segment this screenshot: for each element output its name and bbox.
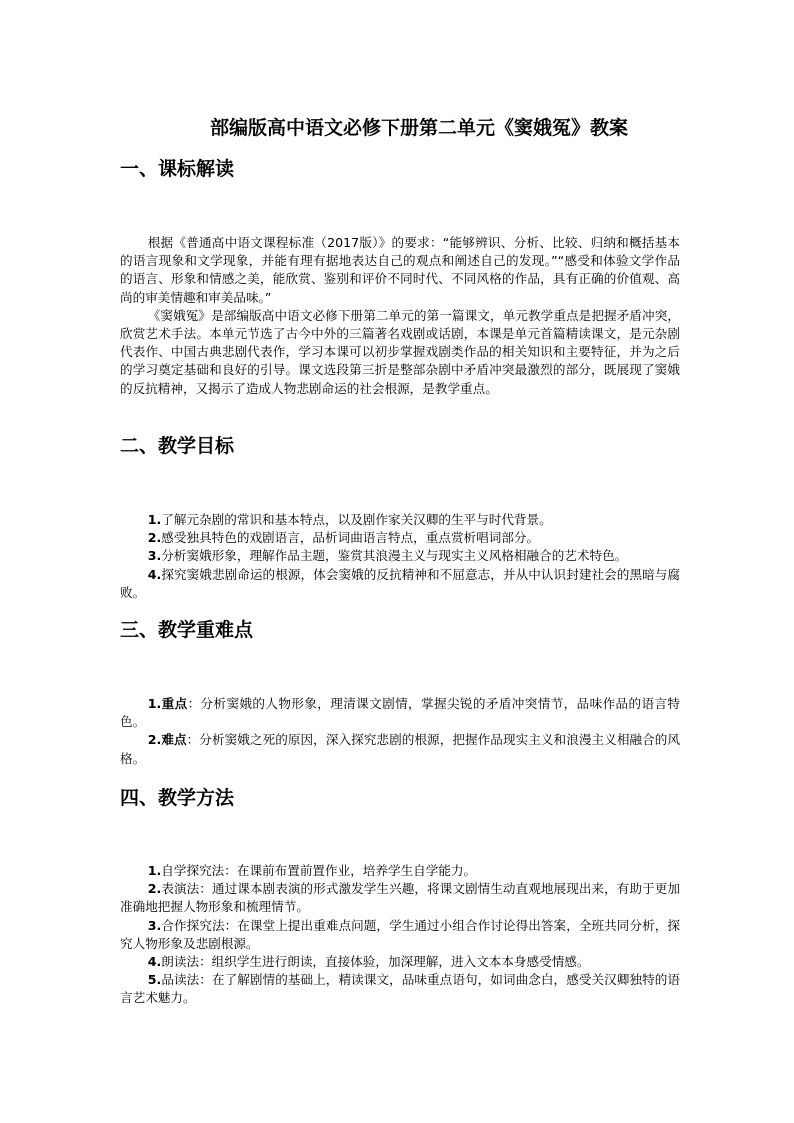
- item-number: 1.: [147, 696, 162, 711]
- section-body-methods: [120, 862, 680, 1008]
- item-text: ：分析窦娥之死的原因，深入探究悲剧的根源，把握作品现实主义和浪漫主义相融合的风格。: [120, 732, 681, 766]
- item-text: 分析窦娥形象，理解作品主题，鉴赏其浪漫主义与现实主义风格相融合的艺术特色。: [161, 548, 628, 564]
- section-body-curriculum: [120, 234, 680, 398]
- list-item: [120, 731, 680, 767]
- item-text: 合作探究法：在课堂上提出重难点问题，学生通过小组合作讨论得出答案，全班共同分析，探究人物形象及悲剧根源。: [120, 917, 680, 951]
- document-title: 部编版高中语文必修下册第二单元《窦娥冤》教案: [209, 117, 628, 139]
- section-body-objectives: [120, 511, 680, 602]
- list-item: [120, 917, 680, 953]
- item-number: 5.: [147, 972, 162, 988]
- item-text: ：分析窦娥的人物形象，理清课文剧情，掌握尖锐的矛盾冲突情节，品味作品的语言特色。: [120, 696, 681, 730]
- item-text: 探究窦娥悲剧命运的根源，体会窦娥的反抗精神和不屈意志，并从中认识封建社会的黑暗与腐败。: [120, 566, 680, 600]
- list-item: [120, 953, 680, 971]
- section-heading-objectives: 二、教学目标: [120, 435, 235, 457]
- list-item: [120, 547, 680, 565]
- item-number: 1.: [147, 863, 162, 878]
- section-body-key-points: [120, 695, 680, 768]
- paragraph: 《窦娥冤》是部编版高中语文必修下册第二单元的第一篇课文，单元教学重点是把握矛盾冲突，欣赏艺术手法。本单元节选了古今中外的三篇著名戏剧或话剧，本课是单元首篇精读课文，是元杂剧代表作、中国古典悲剧代表作，学习本课可以初步掌握戏剧类作品的相关知识和主要特征，并为之后的学习奠定基础和良好的引导。课文选段第三折是整部杂剧中矛盾冲突最激烈的部分，既展现了窦娥的反抗精神，又揭示了造成人物悲剧命运的社会根源，是教学重点。: [120, 307, 680, 396]
- item-number: 3.: [147, 917, 162, 933]
- item-text: 感受独具特色的戏剧语言，品析词曲语言特点，重点赏析唱词部分。: [161, 530, 540, 546]
- item-keyword: 难点: [161, 732, 187, 748]
- item-text: 朗读法：组织学生进行朗读，直接体验，加深理解，进入文本本身感受情感。: [161, 954, 590, 970]
- item-keyword: 重点: [161, 696, 188, 711]
- list-item: [120, 511, 680, 529]
- list-item: [120, 695, 680, 731]
- paragraph: 根据《普通高中语文课程标准（2017版）》的要求：“能够辨识、分析、比较、归纳和概括基本的语言现象和文学现象，并能有理有据地表达自己的观点和阐述自己的发现。”“感受和体验文学作品的语言、形象和情感之美，能欣赏、鉴别和评价不同时代、不同风格的作品，具有正确的价值观、高尚的审美情趣和审美品味。”: [120, 235, 680, 305]
- section-heading-curriculum: 一、课标解读: [120, 158, 235, 180]
- item-text: 自学探究法：在课前布置前置作业，培养学生自学能力。: [161, 863, 477, 878]
- list-item: [120, 566, 680, 602]
- item-number: 3.: [147, 548, 162, 564]
- item-number: 2.: [147, 881, 162, 897]
- list-item: [120, 862, 680, 880]
- list-item: [120, 529, 680, 547]
- item-number: 1.: [147, 512, 162, 527]
- list-item: [120, 880, 680, 916]
- item-text: 表演法：通过课本剧表演的形式激发学生兴趣，将课文剧情生动直观地展现出来，有助于更加准确地把握人物形象和梳理情节。: [120, 881, 680, 915]
- section-heading-key-points: 三、教学重难点: [120, 619, 254, 641]
- item-text: 品读法：在了解剧情的基础上，精读课文，品味重点语句，如词曲念白，感受关汉卿独特的语言艺术魅力。: [120, 972, 680, 1006]
- item-text: 了解元杂剧的常识和基本特点，以及剧作家关汉卿的生平与时代背景。: [161, 512, 552, 527]
- item-number: 2.: [147, 530, 162, 546]
- item-number: 2.: [147, 732, 162, 748]
- item-number: 4.: [147, 566, 162, 582]
- section-heading-methods: 四、教学方法: [120, 787, 235, 809]
- list-item: [120, 971, 680, 1007]
- item-number: 4.: [147, 954, 162, 970]
